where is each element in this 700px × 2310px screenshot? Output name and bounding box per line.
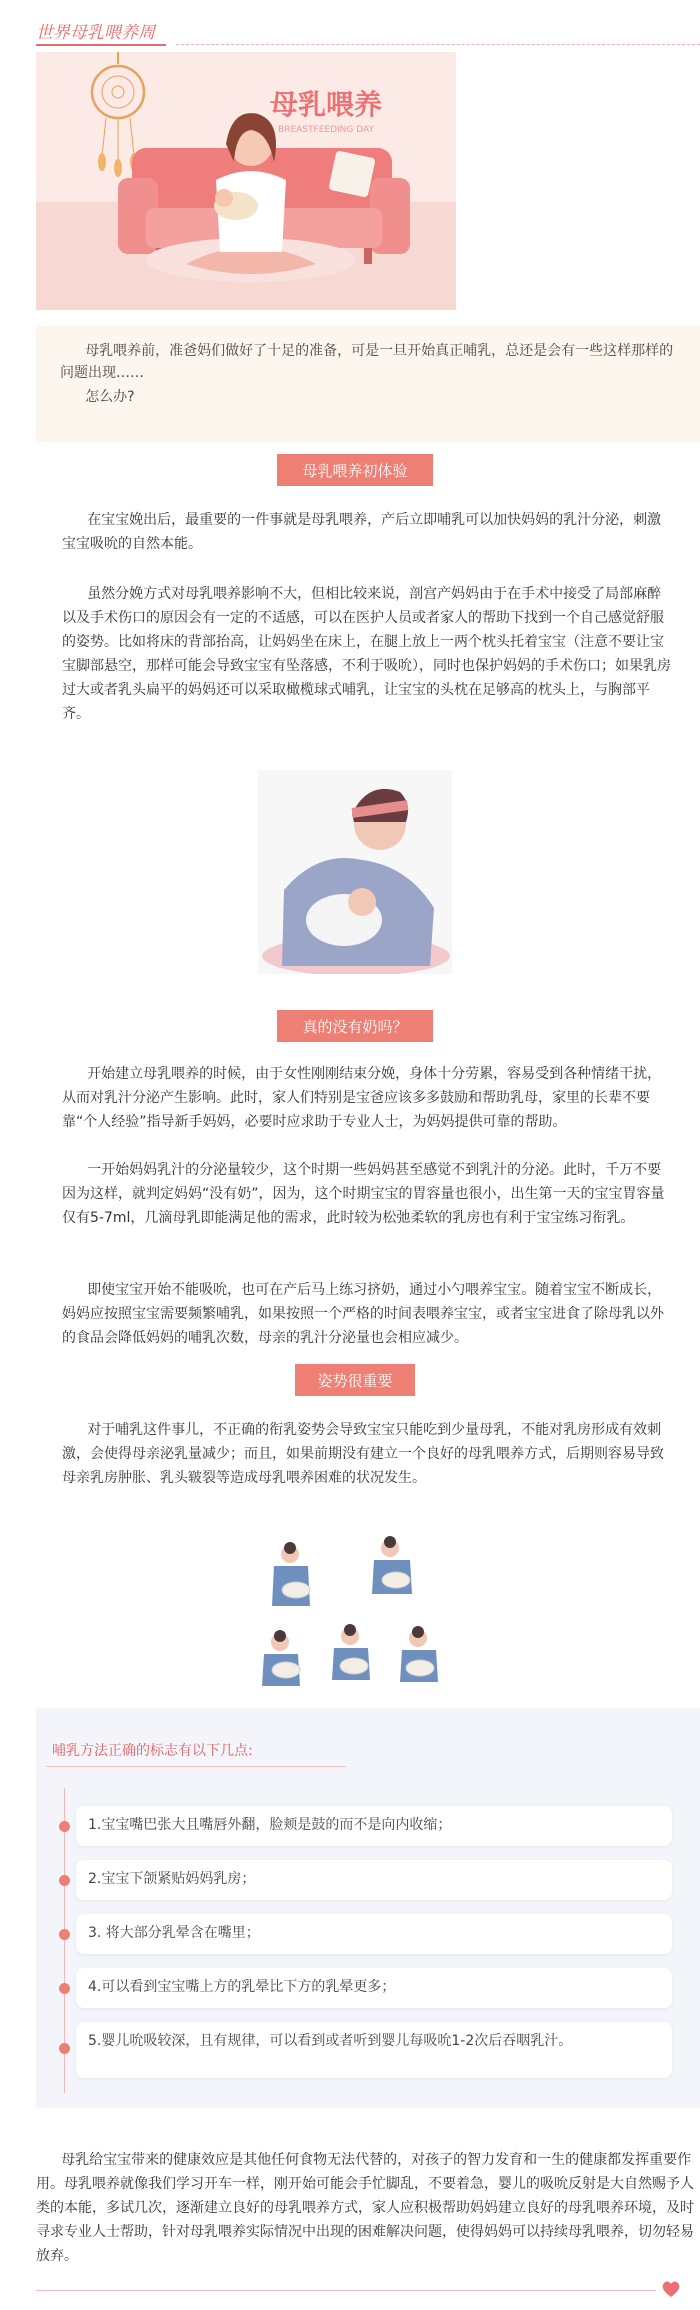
section1-paragraph-2: 虽然分娩方式对母乳喂养影响不大，但相比较来说，剖宫产妈妈由于在手术中接受了局部麻醉以及手术伤口的原因会有一定的不适感，可以在医护人员或者家人的帮助下找到一个自己感觉舒服的姿势。比如将床的背部抬高，让妈妈坐在床上，在腿上放上一两个枕头托着宝宝（注意不要让宝宝脚部悬空，那样可能会导致宝宝有坠落感，不利于吸吮），同时也保护妈妈的手术伤口；如果乳房过大或者乳头扁平的妈妈还可以采取橄榄球式哺乳，让宝宝的头枕在足够高的枕头上，与胸部平齐。 [62, 586, 671, 722]
section2-paragraph-1: 开始建立母乳喂养的时候，由于女性刚刚结束分娩，身体十分劳累，容易受到各种情绪干扰，从而对乳汁分泌产生影响。此时，家人们特别是宝爸应该多多鼓励和帮助乳母，家里的长辈不要靠“个人经验”指导新手妈妈，必要时应求助于专业人士，为妈妈提供可靠的帮助。 [62, 1066, 662, 1130]
tip-bullet-dot [59, 1821, 70, 1832]
tip-bullet-dot [59, 2043, 70, 2054]
tips-heading: 哺乳方法正确的标志有以下几点: [52, 1743, 253, 1759]
banner-logo-text: 母乳喂养 [269, 88, 383, 121]
section-title-first-experience: 母乳喂养初体验 [277, 454, 433, 486]
heart-icon [660, 2278, 682, 2300]
tip-item-2: 2.宝宝下颌紧贴妈妈乳房； [76, 1860, 672, 1900]
tips-heading-divider [46, 1766, 346, 1767]
tip-item-5: 5.婴儿吮吸较深，且有规律，可以看到或者听到婴儿每吸吮1-2次后吞咽乳汁。 [76, 2022, 672, 2078]
intro-question: 怎么办? [85, 389, 135, 405]
tip-item-4: 4.可以看到宝宝嘴上方的乳晕比下方的乳晕更多； [76, 1968, 672, 2008]
section3-paragraph-1: 对于哺乳这件事儿，不正确的衔乳姿势会导致宝宝只能吃到少量母乳，不能对乳房形成有效刺激，会使得母亲泌乳量减少；而且，如果前期没有建立一个良好的母乳喂养方式，后期则容易导致母亲乳房肿胀、乳头皲裂等造成母乳喂养困难的状况发生。 [62, 1422, 664, 1486]
breastfeeding-positions-image [250, 1530, 450, 1692]
tip-item-1: 1.宝宝嘴巴张大且嘴唇外翻，脸颊是鼓的而不是向内收缩； [76, 1806, 672, 1846]
tip-bullet-dot [59, 1875, 70, 1886]
banner-image [36, 52, 456, 310]
title-underline [36, 44, 166, 46]
closing-paragraph: 母乳给宝宝带来的健康效应是其他任何食物无法代替的，对孩子的智力发育和一生的健康都发挥重要作用。母乳喂养就像我们学习开车一样，刚开始可能会手忙脚乱，不要着急，婴儿的吸吮反射是大自然赐予人类的本能，多试几次，逐渐建立良好的母乳喂养方式，家人应积极帮助妈妈建立良好的母乳喂养环境，及时寻求专业人士帮助，针对母乳喂养实际情况中出现的困难解决问题，使得妈妈可以持续母乳喂养，切勿轻易放弃。 [36, 2152, 694, 2264]
footer-line [36, 2290, 656, 2291]
intro-box [36, 326, 700, 442]
tips-box [36, 1708, 700, 2108]
section1-paragraph-1: 在宝宝娩出后，最重要的一件事就是母乳喂养，产后立即哺乳可以加快妈妈的乳汁分泌，刺激宝宝吸吮的自然本能。 [62, 512, 662, 552]
title-dotted-line [176, 44, 700, 45]
tip-bullet-dot [59, 1929, 70, 1940]
header [36, 18, 700, 46]
section-title-no-milk: 真的没有奶吗？ [277, 1010, 433, 1042]
breastfeeding-photo [258, 770, 452, 974]
page-title: 世界母乳喂养周 [36, 23, 155, 43]
intro-text: 母乳喂养前，准爸妈们做好了十足的准备，可是一旦开始真正哺乳，总还是会有一些这样那样的问题出现…… [60, 343, 674, 381]
section2-paragraph-2: 一开始妈妈乳汁的分泌量较少，这个时期一些妈妈甚至感觉不到乳汁的分泌。此时，千万不要因为这样，就判定妈妈“没有奶”，因为，这个时期宝宝的胃容量也很小，出生第一天的宝宝胃容量仅有5-7ml，几滴母乳即能满足他的需求，此时较为松弛柔软的乳房也有利于宝宝练习衔乳。 [62, 1162, 665, 1226]
tip-item-3: 3. 将大部分乳晕含在嘴里； [76, 1914, 672, 1954]
section-title-posture: 姿势很重要 [295, 1364, 415, 1396]
section2-paragraph-3: 即使宝宝开始不能吸吮，也可在产后马上练习挤奶，通过小勺喂养宝宝。随着宝宝不断成长，妈妈应按照宝宝需要频繁哺乳，如果按照一个严格的时间表喂养宝宝，或者宝宝进食了除母乳以外的食品会降低妈妈的哺乳次数，母亲的乳汁分泌量也会相应减少。 [62, 1282, 664, 1346]
tip-bullet-dot [59, 1983, 70, 1994]
banner-logo-sub: BREASTFEEDING DAY [278, 125, 374, 135]
breastfeeding-banner-illustration [36, 52, 456, 310]
nursing-positions-illustration [250, 1530, 450, 1692]
mother-nursing-illustration [258, 770, 452, 974]
